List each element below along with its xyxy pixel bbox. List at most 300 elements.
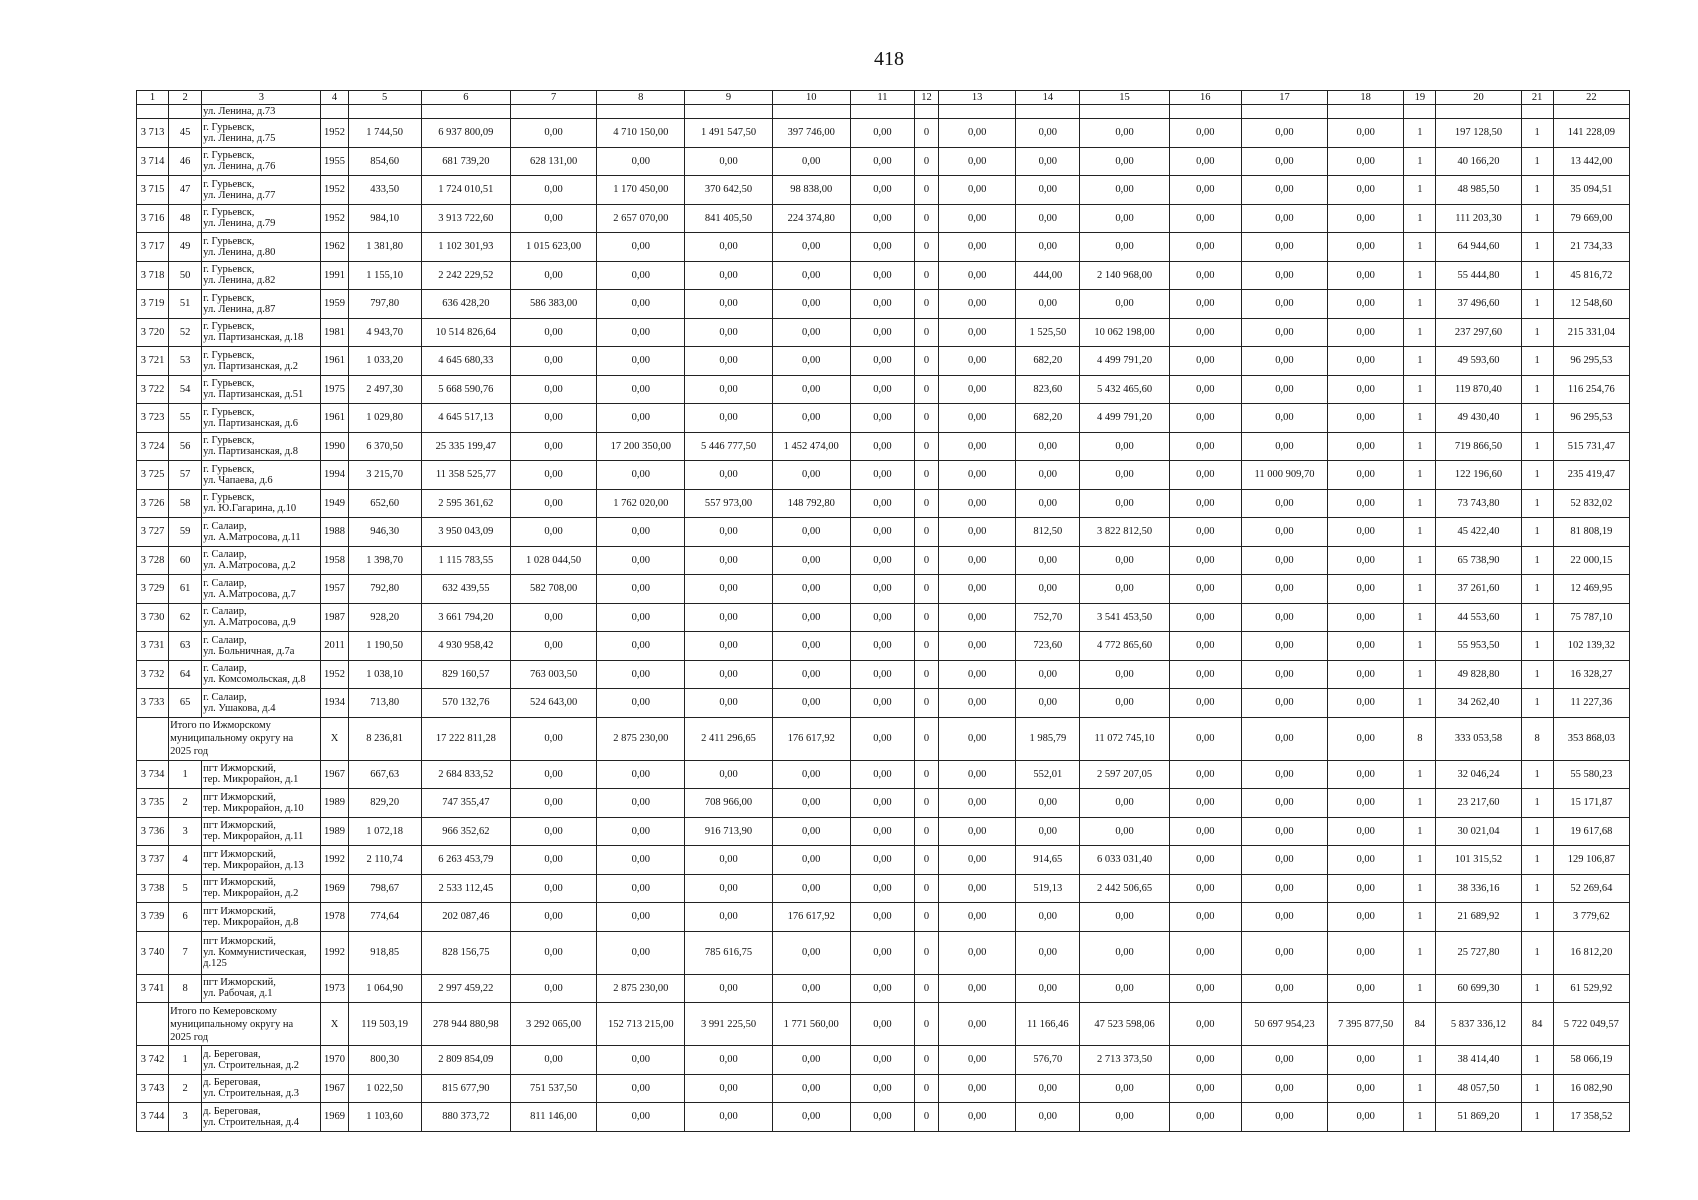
address-cell (202, 518, 321, 547)
cell-col-7: 0,00 (510, 176, 596, 205)
row-number: 3 713 (137, 119, 169, 148)
cell-col-7: 582 708,00 (510, 575, 596, 604)
cell (1080, 105, 1169, 119)
subtotal-row (137, 717, 1630, 760)
item-number: 45 (169, 119, 202, 148)
cell-col-7: 0,00 (510, 632, 596, 661)
item-number: 58 (169, 489, 202, 518)
cell-col-8: 1 762 020,00 (597, 489, 685, 518)
item-number: 57 (169, 461, 202, 490)
cell-col-6: 4 645 680,33 (421, 347, 510, 376)
cell-col-11: 0,00 (850, 1003, 914, 1046)
column-number-20: 20 (1436, 91, 1521, 105)
cell (1241, 105, 1327, 119)
cell-col-18: 0,00 (1328, 689, 1404, 718)
address-line: г. Гурьевск, (203, 463, 255, 475)
cell-col-22: 35 094,51 (1553, 176, 1629, 205)
row-number: 3 731 (137, 632, 169, 661)
cell-col-7: 1 015 623,00 (510, 233, 596, 262)
row-number: 3 739 (137, 903, 169, 932)
cell-col-14: 752,70 (1016, 603, 1080, 632)
row-number: 3 724 (137, 432, 169, 461)
cell-col-11: 0,00 (850, 632, 914, 661)
cell-col-13: 0,00 (939, 1046, 1016, 1075)
cell-col-7: 586 383,00 (510, 290, 596, 319)
cell-col-15: 0,00 (1080, 489, 1169, 518)
cell-col-13: 0,00 (939, 290, 1016, 319)
cell-col-5: 433,50 (348, 176, 421, 205)
cell-col-8: 0,00 (597, 846, 685, 875)
cell-col-7: 628 131,00 (510, 147, 596, 176)
cell-col-11: 0,00 (850, 404, 914, 433)
cell-col-5: 2 497,30 (348, 375, 421, 404)
cell-col-13: 0,00 (939, 1074, 1016, 1103)
cell-col-15: 2 597 207,05 (1080, 760, 1169, 789)
cell-col-8: 0,00 (597, 903, 685, 932)
cell-col-13: 0,00 (939, 375, 1016, 404)
item-number: 53 (169, 347, 202, 376)
cell-col-14: 0,00 (1016, 1074, 1080, 1103)
table-row (137, 176, 1630, 205)
address-line: пгт Ижморский, (203, 763, 276, 775)
cell-col-16: 0,00 (1169, 689, 1241, 718)
cell (1169, 105, 1241, 119)
cell-col-19: 8 (1404, 717, 1436, 760)
cell-col-13: 0,00 (939, 974, 1016, 1003)
cell-col-4: 1991 (321, 261, 348, 290)
cell-col-13: 0,00 (939, 347, 1016, 376)
cell-col-21: 1 (1521, 432, 1553, 461)
cell-col-17: 0,00 (1241, 717, 1327, 760)
cell-col-22: 15 171,87 (1553, 789, 1629, 818)
cell-col-8: 0,00 (597, 1046, 685, 1075)
cell-col-15: 0,00 (1080, 931, 1169, 974)
cell-col-8: 0,00 (597, 1074, 685, 1103)
row-number: 3 723 (137, 404, 169, 433)
address-cell (202, 261, 321, 290)
cell (772, 105, 850, 119)
cell-col-18: 0,00 (1328, 147, 1404, 176)
address-line: г. Гурьевск, (203, 150, 255, 162)
cell-col-22: 61 529,92 (1553, 974, 1629, 1003)
cell-col-6: 1 115 783,55 (421, 546, 510, 575)
cell-col-10: 176 617,92 (772, 903, 850, 932)
cell-col-11: 0,00 (850, 689, 914, 718)
cell-col-6: 747 355,47 (421, 789, 510, 818)
cell-col-11: 0,00 (850, 461, 914, 490)
cell-col-6: 3 913 722,60 (421, 204, 510, 233)
cell-col-16: 0,00 (1169, 461, 1241, 490)
address-cell (202, 1074, 321, 1103)
cell-col-9: 0,00 (685, 546, 772, 575)
cell-col-22: 19 617,68 (1553, 817, 1629, 846)
cell-col-22: 11 227,36 (1553, 689, 1629, 718)
cell-col-20: 48 057,50 (1436, 1074, 1521, 1103)
cell-col-9: 0,00 (685, 874, 772, 903)
cell-col-11: 0,00 (850, 760, 914, 789)
address-cell (202, 974, 321, 1003)
cell-col-21: 1 (1521, 1074, 1553, 1103)
cell-col-16: 0,00 (1169, 347, 1241, 376)
subtotal-label-line: муниципальному округу на (170, 733, 294, 744)
cell-col-5: 829,20 (348, 789, 421, 818)
cell-col-10: 148 792,80 (772, 489, 850, 518)
cell-col-22: 5 722 049,57 (1553, 1003, 1629, 1046)
cell-col-15: 0,00 (1080, 119, 1169, 148)
cell-col-5: 1 064,90 (348, 974, 421, 1003)
cell-col-17: 0,00 (1241, 760, 1327, 789)
cell-col-6: 6 937 800,09 (421, 119, 510, 148)
cell-col-22: 102 139,32 (1553, 632, 1629, 661)
cell-col-4: 1952 (321, 119, 348, 148)
item-number: 6 (169, 903, 202, 932)
cell-col-7: 0,00 (510, 603, 596, 632)
subtotal-row (137, 1003, 1630, 1046)
address-line: ул. Партизанская, д.6 (203, 417, 298, 429)
item-number: 1 (169, 760, 202, 789)
row-number: 3 728 (137, 546, 169, 575)
cell-col-21: 1 (1521, 632, 1553, 661)
cell-col-6: 636 428,20 (421, 290, 510, 319)
table-row (137, 261, 1630, 290)
cell-col-16: 0,00 (1169, 846, 1241, 875)
cell-col-20: 37 496,60 (1436, 290, 1521, 319)
cell-col-19: 1 (1404, 290, 1436, 319)
cell-col-11: 0,00 (850, 660, 914, 689)
cell-col-20: 38 336,16 (1436, 874, 1521, 903)
cell (915, 105, 939, 119)
cell-col-11: 0,00 (850, 817, 914, 846)
cell-col-16: 0,00 (1169, 375, 1241, 404)
cell-col-7: 0,00 (510, 375, 596, 404)
subtotal-label-line: 2025 год (170, 746, 209, 757)
item-number: 3 (169, 1103, 202, 1132)
cell-col-18: 7 395 877,50 (1328, 1003, 1404, 1046)
cell-col-17: 0,00 (1241, 1046, 1327, 1075)
cell-col-9: 0,00 (685, 404, 772, 433)
item-number: 47 (169, 176, 202, 205)
column-number-8: 8 (597, 91, 685, 105)
address-line: д. Береговая, (203, 1105, 261, 1117)
address-cell (202, 575, 321, 604)
cell-col-7: 811 146,00 (510, 1103, 596, 1132)
cell-col-7: 0,00 (510, 518, 596, 547)
cell-col-9: 2 411 296,65 (685, 717, 772, 760)
cell-col-13: 0,00 (939, 1103, 1016, 1132)
cell-col-14: 444,00 (1016, 261, 1080, 290)
cell-col-6: 1 102 301,93 (421, 233, 510, 262)
row-number: 3 733 (137, 689, 169, 718)
cell-col-20: 49 828,80 (1436, 660, 1521, 689)
cell-col-19: 84 (1404, 1003, 1436, 1046)
cell-col-15: 0,00 (1080, 575, 1169, 604)
cell-col-6: 815 677,90 (421, 1074, 510, 1103)
table-row (137, 461, 1630, 490)
cell-col-4: 1990 (321, 432, 348, 461)
cell-col-14: 519,13 (1016, 874, 1080, 903)
cell-col-18: 0,00 (1328, 347, 1404, 376)
address-line: ул. А.Матросова, д.11 (203, 531, 301, 543)
cell-col-15: 47 523 598,06 (1080, 1003, 1169, 1046)
cell-col-8: 0,00 (597, 660, 685, 689)
cell-col-18: 0,00 (1328, 518, 1404, 547)
cell-col-20: 21 689,92 (1436, 903, 1521, 932)
cell-col-15: 11 072 745,10 (1080, 717, 1169, 760)
cell-col-18: 0,00 (1328, 233, 1404, 262)
cell-col-22: 55 580,23 (1553, 760, 1629, 789)
table-row (137, 489, 1630, 518)
cell-col-6: 632 439,55 (421, 575, 510, 604)
cell-col-12: 0 (915, 176, 939, 205)
item-number: 63 (169, 632, 202, 661)
cell-col-10: 0,00 (772, 318, 850, 347)
cell-col-4: 1952 (321, 660, 348, 689)
cell-col-10: 0,00 (772, 375, 850, 404)
cell-col-21: 1 (1521, 318, 1553, 347)
row-number: 3 743 (137, 1074, 169, 1103)
item-number: 59 (169, 518, 202, 547)
column-number-18: 18 (1328, 91, 1404, 105)
cell-col-6: 202 087,46 (421, 903, 510, 932)
cell-col-4: 1955 (321, 147, 348, 176)
table-row (137, 119, 1630, 148)
address-cell (202, 1103, 321, 1132)
row-number: 3 730 (137, 603, 169, 632)
address-line: тер. Микрорайон, д.11 (203, 831, 304, 843)
subtotal-label-line: 2025 год (170, 1031, 209, 1043)
cell-col-9: 0,00 (685, 147, 772, 176)
cell-col-9: 0,00 (685, 846, 772, 875)
cell-col-20: 45 422,40 (1436, 518, 1521, 547)
item-number: 60 (169, 546, 202, 575)
cell-col-11: 0,00 (850, 518, 914, 547)
cell (137, 717, 169, 760)
cell-col-19: 1 (1404, 789, 1436, 818)
cell-col-4: 1961 (321, 347, 348, 376)
address-line: г. Гурьевск, (203, 235, 255, 247)
cell-col-5: 1 103,60 (348, 1103, 421, 1132)
row-number: 3 719 (137, 290, 169, 319)
cell-col-15: 0,00 (1080, 461, 1169, 490)
item-number: 62 (169, 603, 202, 632)
cell-col-18: 0,00 (1328, 204, 1404, 233)
cell-col-19: 1 (1404, 261, 1436, 290)
cell-col-11: 0,00 (850, 1046, 914, 1075)
cell-col-21: 1 (1521, 461, 1553, 490)
column-number-12: 12 (915, 91, 939, 105)
cell-col-4: 1987 (321, 603, 348, 632)
cell-col-6: 681 739,20 (421, 147, 510, 176)
item-number: 50 (169, 261, 202, 290)
address-line: г. Гурьевск, (203, 321, 255, 333)
address-cell (202, 789, 321, 818)
cell-col-19: 1 (1404, 432, 1436, 461)
cell-col-11: 0,00 (850, 874, 914, 903)
cell-col-13: 0,00 (939, 632, 1016, 661)
cell-col-12: 0 (915, 432, 939, 461)
cell-col-9: 785 616,75 (685, 931, 772, 974)
address-line: ул. Партизанская, д.8 (203, 446, 298, 458)
address-line: г. Гурьевск, (203, 207, 255, 219)
cell-col-12: 0 (915, 518, 939, 547)
cell-col-4: 1992 (321, 931, 348, 974)
cell-col-16: 0,00 (1169, 603, 1241, 632)
cell-col-18: 0,00 (1328, 375, 1404, 404)
cell-col-14: 914,65 (1016, 846, 1080, 875)
cell-col-16: 0,00 (1169, 147, 1241, 176)
cell-col-4: 1989 (321, 817, 348, 846)
cell-col-17: 0,00 (1241, 119, 1327, 148)
cell-col-20: 60 699,30 (1436, 974, 1521, 1003)
cell-col-5: 774,64 (348, 903, 421, 932)
cell-col-4: 1973 (321, 974, 348, 1003)
cell-col-10: 0,00 (772, 518, 850, 547)
item-number: 3 (169, 817, 202, 846)
column-number-3: 3 (202, 91, 321, 105)
cell-col-22: 96 295,53 (1553, 404, 1629, 433)
address-line: пгт Ижморский, (203, 820, 276, 832)
cell-col-14: 0,00 (1016, 931, 1080, 974)
cell-col-10: 0,00 (772, 931, 850, 974)
cell-col-4: 1959 (321, 290, 348, 319)
cell-col-13: 0,00 (939, 660, 1016, 689)
cell-col-17: 0,00 (1241, 261, 1327, 290)
cell-col-20: 333 053,58 (1436, 717, 1521, 760)
cell-col-22: 16 082,90 (1553, 1074, 1629, 1103)
cell-col-18: 0,00 (1328, 546, 1404, 575)
cell-col-5: 792,80 (348, 575, 421, 604)
cell-col-12: 0 (915, 318, 939, 347)
cell-col-18: 0,00 (1328, 760, 1404, 789)
cell-col-10: 0,00 (772, 632, 850, 661)
cell-col-7: 0,00 (510, 903, 596, 932)
address-line: ул. Ленина, д.75 (203, 132, 276, 144)
cell-col-5: 800,30 (348, 1046, 421, 1075)
address-cell (202, 461, 321, 490)
cell-col-16: 0,00 (1169, 404, 1241, 433)
table-row (137, 760, 1630, 789)
cell-col-15: 0,00 (1080, 176, 1169, 205)
cell-col-4: 1967 (321, 760, 348, 789)
cell-col-20: 101 315,52 (1436, 846, 1521, 875)
cell-col-8: 2 875 230,00 (597, 974, 685, 1003)
cell-col-15: 5 432 465,60 (1080, 375, 1169, 404)
cell-col-17: 0,00 (1241, 846, 1327, 875)
column-number-19: 19 (1404, 91, 1436, 105)
cell-col-20: 237 297,60 (1436, 318, 1521, 347)
cell-col-7: 0,00 (510, 347, 596, 376)
cell-col-22: 96 295,53 (1553, 347, 1629, 376)
cell (348, 105, 421, 119)
address-line: г. Салаир, (203, 663, 247, 675)
cell (850, 105, 914, 119)
address-line: пгт Ижморский, (203, 977, 276, 989)
cell-col-10: 98 838,00 (772, 176, 850, 205)
address-cell (202, 375, 321, 404)
cell-col-15: 0,00 (1080, 817, 1169, 846)
item-number: 1 (169, 1046, 202, 1075)
cell-col-19: 1 (1404, 817, 1436, 846)
cell-col-22: 353 868,03 (1553, 717, 1629, 760)
column-number-row (137, 91, 1630, 105)
cell-col-16: 0,00 (1169, 874, 1241, 903)
cell-col-19: 1 (1404, 147, 1436, 176)
address-line: ул. Ленина, д.80 (203, 246, 276, 258)
cell-col-13: 0,00 (939, 931, 1016, 974)
cell-col-20: 23 217,60 (1436, 789, 1521, 818)
cell-col-18: 0,00 (1328, 931, 1404, 974)
cell-col-17: 0,00 (1241, 176, 1327, 205)
cell-col-12: 0 (915, 817, 939, 846)
cell-col-14: 11 166,46 (1016, 1003, 1080, 1046)
address-line: д. Береговая, (203, 1077, 261, 1089)
cell (137, 105, 169, 119)
cell-col-17: 0,00 (1241, 318, 1327, 347)
cell-col-16: 0,00 (1169, 261, 1241, 290)
address-line: ул. Чапаева, д.6 (203, 474, 273, 486)
cell-col-6: 829 160,57 (421, 660, 510, 689)
row-number: 3 715 (137, 176, 169, 205)
cell-col-19: 1 (1404, 689, 1436, 718)
cell-col-18: 0,00 (1328, 1046, 1404, 1075)
address-line: ул. Ленина, д.76 (203, 161, 276, 173)
cell-col-21: 1 (1521, 546, 1553, 575)
address-line: г. Гурьевск, (203, 264, 255, 276)
cell-col-21: 1 (1521, 660, 1553, 689)
cell-col-5: 1 398,70 (348, 546, 421, 575)
cell-col-17: 0,00 (1241, 204, 1327, 233)
address-line: г. Салаир, (203, 634, 247, 646)
cell-col-20: 51 869,20 (1436, 1103, 1521, 1132)
cell-col-13: 0,00 (939, 689, 1016, 718)
cell-col-6: 828 156,75 (421, 931, 510, 974)
cell-col-12: 0 (915, 575, 939, 604)
table-row (137, 432, 1630, 461)
cell (421, 105, 510, 119)
cell-col-12: 0 (915, 903, 939, 932)
cell-col-9: 0,00 (685, 632, 772, 661)
cell-col-21: 1 (1521, 689, 1553, 718)
address-cell (202, 846, 321, 875)
cell-col-10: 1 771 560,00 (772, 1003, 850, 1046)
cell-col-14: 0,00 (1016, 461, 1080, 490)
cell-col-19: 1 (1404, 874, 1436, 903)
continuation-row (137, 105, 1630, 119)
item-number: 7 (169, 931, 202, 974)
cell-col-15: 0,00 (1080, 974, 1169, 1003)
cell-col-17: 0,00 (1241, 789, 1327, 818)
cell-col-18: 0,00 (1328, 903, 1404, 932)
cell-col-11: 0,00 (850, 489, 914, 518)
cell-col-9: 0,00 (685, 261, 772, 290)
address-cell (202, 689, 321, 718)
address-line: тер. Микрорайон, д.13 (203, 859, 304, 871)
cell-col-9: 0,00 (685, 461, 772, 490)
cell-col-5: 798,67 (348, 874, 421, 903)
cell-col-22: 58 066,19 (1553, 1046, 1629, 1075)
cell-col-19: 1 (1404, 404, 1436, 433)
address-line: ул. Ленина, д.79 (203, 218, 276, 230)
cell-col-10: 0,00 (772, 689, 850, 718)
cell-col-12: 0 (915, 261, 939, 290)
cell-col-14: 576,70 (1016, 1046, 1080, 1075)
cell-col-19: 1 (1404, 233, 1436, 262)
cell-col-21: 1 (1521, 789, 1553, 818)
cell-col-9: 0,00 (685, 1046, 772, 1075)
cell-col-13: 0,00 (939, 261, 1016, 290)
cell-col-5: 6 370,50 (348, 432, 421, 461)
cell-col-11: 0,00 (850, 147, 914, 176)
